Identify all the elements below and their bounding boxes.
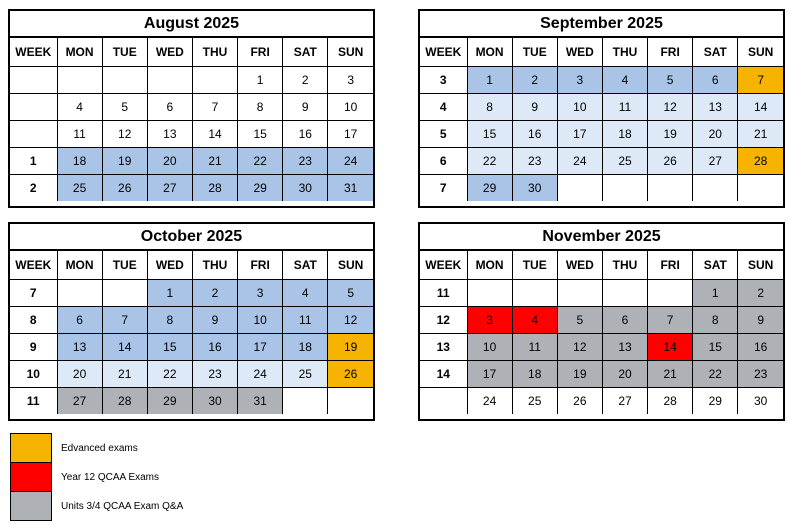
calendar-title: November 2025 <box>420 224 783 251</box>
column-header: WEEK <box>10 38 57 66</box>
day-cell: 29 <box>147 387 192 414</box>
legend-item-year12 <box>10 462 159 492</box>
day-cell: 16 <box>192 333 237 360</box>
day-cell <box>328 387 373 414</box>
day-cell: 10 <box>238 306 283 333</box>
week-number: 1 <box>10 147 57 174</box>
column-header: THU <box>602 38 647 66</box>
day-cell: 18 <box>283 333 328 360</box>
day-cell: 25 <box>512 387 557 414</box>
day-cell: 4 <box>57 93 102 120</box>
legend-swatch-red <box>10 462 52 492</box>
day-cell: 7 <box>192 93 237 120</box>
week-number: 11 <box>420 279 467 306</box>
day-cell: 3 <box>238 279 283 306</box>
day-cell: 24 <box>238 360 283 387</box>
day-cell: 5 <box>102 93 147 120</box>
column-header: SAT <box>283 251 328 279</box>
day-cell: 7 <box>648 306 693 333</box>
week-row <box>420 306 783 333</box>
day-cell: 3 <box>467 306 512 333</box>
week-row <box>10 387 373 414</box>
calendar-november <box>418 222 785 421</box>
day-cell: 23 <box>738 360 783 387</box>
week-number: 5 <box>420 120 467 147</box>
day-cell: 23 <box>512 147 557 174</box>
day-cell: 11 <box>602 93 647 120</box>
week-row <box>420 120 783 147</box>
day-cell: 12 <box>648 93 693 120</box>
day-cell: 3 <box>557 66 602 93</box>
day-cell: 13 <box>602 333 647 360</box>
column-header: SUN <box>738 251 783 279</box>
week-row <box>10 120 373 147</box>
day-cell <box>57 66 102 93</box>
week-number: 14 <box>420 360 467 387</box>
day-cell: 21 <box>102 360 147 387</box>
day-cell: 19 <box>328 333 373 360</box>
week-number: 6 <box>420 147 467 174</box>
column-header: FRI <box>648 251 693 279</box>
day-cell: 22 <box>467 147 512 174</box>
column-header: TUE <box>512 251 557 279</box>
day-cell: 30 <box>192 387 237 414</box>
day-cell: 12 <box>557 333 602 360</box>
day-cell: 17 <box>467 360 512 387</box>
day-cell <box>602 279 647 306</box>
day-cell: 26 <box>328 360 373 387</box>
calendar-august <box>8 9 375 208</box>
day-cell: 28 <box>192 174 237 201</box>
day-cell <box>648 279 693 306</box>
week-number: 7 <box>420 174 467 201</box>
day-cell: 8 <box>147 306 192 333</box>
day-cell: 16 <box>283 120 328 147</box>
week-number <box>420 387 467 414</box>
day-cell: 6 <box>147 93 192 120</box>
day-cell: 21 <box>192 147 237 174</box>
day-cell: 8 <box>467 93 512 120</box>
day-cell: 9 <box>512 93 557 120</box>
day-cell <box>602 174 647 201</box>
column-header: FRI <box>648 38 693 66</box>
day-cell: 4 <box>602 66 647 93</box>
day-cell: 21 <box>738 120 783 147</box>
day-cell: 29 <box>238 174 283 201</box>
day-cell: 30 <box>738 387 783 414</box>
day-cell: 31 <box>238 387 283 414</box>
calendar-title: October 2025 <box>10 224 373 251</box>
day-cell: 11 <box>512 333 557 360</box>
day-cell: 13 <box>147 120 192 147</box>
week-number: 11 <box>10 387 57 414</box>
week-number <box>10 93 57 120</box>
legend-label: Units 3/4 QCAA Exam Q&A <box>61 500 184 512</box>
day-cell: 23 <box>283 147 328 174</box>
column-header: FRI <box>238 38 283 66</box>
day-cell: 25 <box>283 360 328 387</box>
legend-swatch-grey <box>10 491 52 521</box>
day-cell: 9 <box>283 93 328 120</box>
column-header: SUN <box>738 38 783 66</box>
week-row <box>420 333 783 360</box>
day-cell: 20 <box>147 147 192 174</box>
day-cell: 22 <box>238 147 283 174</box>
day-cell <box>102 66 147 93</box>
day-cell: 19 <box>102 147 147 174</box>
day-cell: 27 <box>693 147 738 174</box>
day-cell: 2 <box>738 279 783 306</box>
day-cell: 13 <box>57 333 102 360</box>
day-cell: 18 <box>602 120 647 147</box>
calendar-september <box>418 9 785 208</box>
day-cell: 11 <box>283 306 328 333</box>
column-header: THU <box>192 251 237 279</box>
legend-item-units <box>10 491 183 521</box>
column-header: SAT <box>693 251 738 279</box>
column-header: TUE <box>102 38 147 66</box>
day-cell: 20 <box>57 360 102 387</box>
day-cell: 16 <box>738 333 783 360</box>
day-cell: 21 <box>648 360 693 387</box>
day-cell <box>57 279 102 306</box>
week-number: 13 <box>420 333 467 360</box>
day-cell: 6 <box>602 306 647 333</box>
day-cell: 1 <box>147 279 192 306</box>
week-row <box>420 174 783 201</box>
week-number <box>10 120 57 147</box>
day-cell: 30 <box>512 174 557 201</box>
column-header: THU <box>602 251 647 279</box>
day-cell: 29 <box>693 387 738 414</box>
calendar-grid <box>10 251 373 414</box>
column-header: FRI <box>238 251 283 279</box>
day-cell: 17 <box>328 120 373 147</box>
week-row <box>10 333 373 360</box>
day-cell: 27 <box>57 387 102 414</box>
day-cell: 3 <box>328 66 373 93</box>
day-cell: 6 <box>57 306 102 333</box>
day-cell: 26 <box>557 387 602 414</box>
column-header: MON <box>57 38 102 66</box>
day-cell: 18 <box>57 147 102 174</box>
day-cell: 23 <box>192 360 237 387</box>
week-number: 8 <box>10 306 57 333</box>
day-cell: 2 <box>192 279 237 306</box>
day-cell: 17 <box>557 120 602 147</box>
week-row <box>10 66 373 93</box>
day-cell: 7 <box>102 306 147 333</box>
column-header: WEEK <box>420 251 467 279</box>
week-number: 3 <box>420 66 467 93</box>
day-cell: 20 <box>602 360 647 387</box>
day-cell: 18 <box>512 360 557 387</box>
day-cell: 27 <box>602 387 647 414</box>
day-cell: 12 <box>328 306 373 333</box>
day-cell: 16 <box>512 120 557 147</box>
week-number: 10 <box>10 360 57 387</box>
legend-label: Edvanced exams <box>61 442 138 454</box>
day-cell: 1 <box>467 66 512 93</box>
week-row <box>420 93 783 120</box>
day-cell <box>693 174 738 201</box>
header-row <box>420 251 783 279</box>
column-header: WED <box>557 251 602 279</box>
week-number: 12 <box>420 306 467 333</box>
day-cell: 5 <box>557 306 602 333</box>
day-cell <box>557 279 602 306</box>
day-cell: 17 <box>238 333 283 360</box>
column-header: MON <box>467 251 512 279</box>
column-header: WED <box>557 38 602 66</box>
day-cell: 28 <box>102 387 147 414</box>
week-row <box>10 279 373 306</box>
day-cell <box>738 174 783 201</box>
day-cell: 22 <box>693 360 738 387</box>
week-row <box>10 174 373 201</box>
day-cell: 2 <box>283 66 328 93</box>
day-cell: 14 <box>192 120 237 147</box>
week-row <box>10 360 373 387</box>
column-header: WEEK <box>10 251 57 279</box>
day-cell: 6 <box>693 66 738 93</box>
day-cell <box>283 387 328 414</box>
day-cell: 29 <box>467 174 512 201</box>
day-cell: 2 <box>512 66 557 93</box>
calendar-grid <box>420 251 783 414</box>
day-cell: 4 <box>512 306 557 333</box>
day-cell: 14 <box>648 333 693 360</box>
day-cell: 15 <box>147 333 192 360</box>
calendar-title: September 2025 <box>420 11 783 38</box>
week-row <box>10 147 373 174</box>
day-cell: 8 <box>693 306 738 333</box>
day-cell <box>512 279 557 306</box>
header-row <box>420 38 783 66</box>
day-cell: 22 <box>147 360 192 387</box>
day-cell: 20 <box>693 120 738 147</box>
column-header: SAT <box>693 38 738 66</box>
day-cell <box>467 279 512 306</box>
day-cell: 24 <box>557 147 602 174</box>
day-cell <box>147 66 192 93</box>
legend-label: Year 12 QCAA Exams <box>61 471 160 483</box>
column-header: SUN <box>328 38 373 66</box>
day-cell: 13 <box>693 93 738 120</box>
day-cell: 24 <box>328 147 373 174</box>
legend-swatch-orange <box>10 433 52 463</box>
day-cell: 1 <box>693 279 738 306</box>
day-cell: 25 <box>57 174 102 201</box>
legend-item-edvanced <box>10 433 138 463</box>
column-header: WEEK <box>420 38 467 66</box>
day-cell: 26 <box>648 147 693 174</box>
week-number: 4 <box>420 93 467 120</box>
day-cell: 9 <box>738 306 783 333</box>
day-cell: 10 <box>467 333 512 360</box>
week-row <box>420 147 783 174</box>
calendar-grid <box>420 38 783 201</box>
day-cell: 5 <box>328 279 373 306</box>
day-cell: 8 <box>238 93 283 120</box>
calendar-october <box>8 222 375 421</box>
column-header: SAT <box>283 38 328 66</box>
day-cell: 15 <box>238 120 283 147</box>
week-row <box>420 387 783 414</box>
day-cell: 15 <box>693 333 738 360</box>
column-header: MON <box>57 251 102 279</box>
day-cell: 9 <box>192 306 237 333</box>
day-cell: 5 <box>648 66 693 93</box>
week-row <box>420 279 783 306</box>
week-row <box>420 66 783 93</box>
day-cell <box>557 174 602 201</box>
column-header: WED <box>147 38 192 66</box>
day-cell <box>192 66 237 93</box>
week-number: 7 <box>10 279 57 306</box>
day-cell: 10 <box>328 93 373 120</box>
day-cell <box>102 279 147 306</box>
day-cell: 1 <box>238 66 283 93</box>
day-cell: 15 <box>467 120 512 147</box>
calendar-title: August 2025 <box>10 11 373 38</box>
day-cell <box>648 174 693 201</box>
day-cell: 28 <box>648 387 693 414</box>
day-cell: 12 <box>102 120 147 147</box>
day-cell: 4 <box>283 279 328 306</box>
column-header: MON <box>467 38 512 66</box>
column-header: THU <box>192 38 237 66</box>
column-header: TUE <box>102 251 147 279</box>
day-cell: 30 <box>283 174 328 201</box>
header-row <box>10 251 373 279</box>
day-cell: 14 <box>102 333 147 360</box>
day-cell: 25 <box>602 147 647 174</box>
column-header: SUN <box>328 251 373 279</box>
column-header: WED <box>147 251 192 279</box>
day-cell: 28 <box>738 147 783 174</box>
day-cell: 7 <box>738 66 783 93</box>
day-cell: 31 <box>328 174 373 201</box>
week-number <box>10 66 57 93</box>
week-number: 9 <box>10 333 57 360</box>
day-cell: 26 <box>102 174 147 201</box>
column-header: TUE <box>512 38 557 66</box>
header-row <box>10 38 373 66</box>
day-cell: 19 <box>648 120 693 147</box>
day-cell: 24 <box>467 387 512 414</box>
day-cell: 19 <box>557 360 602 387</box>
day-cell: 10 <box>557 93 602 120</box>
week-number: 2 <box>10 174 57 201</box>
week-row <box>420 360 783 387</box>
calendar-grid <box>10 38 373 201</box>
day-cell: 14 <box>738 93 783 120</box>
week-row <box>10 306 373 333</box>
day-cell: 11 <box>57 120 102 147</box>
week-row <box>10 93 373 120</box>
day-cell: 27 <box>147 174 192 201</box>
